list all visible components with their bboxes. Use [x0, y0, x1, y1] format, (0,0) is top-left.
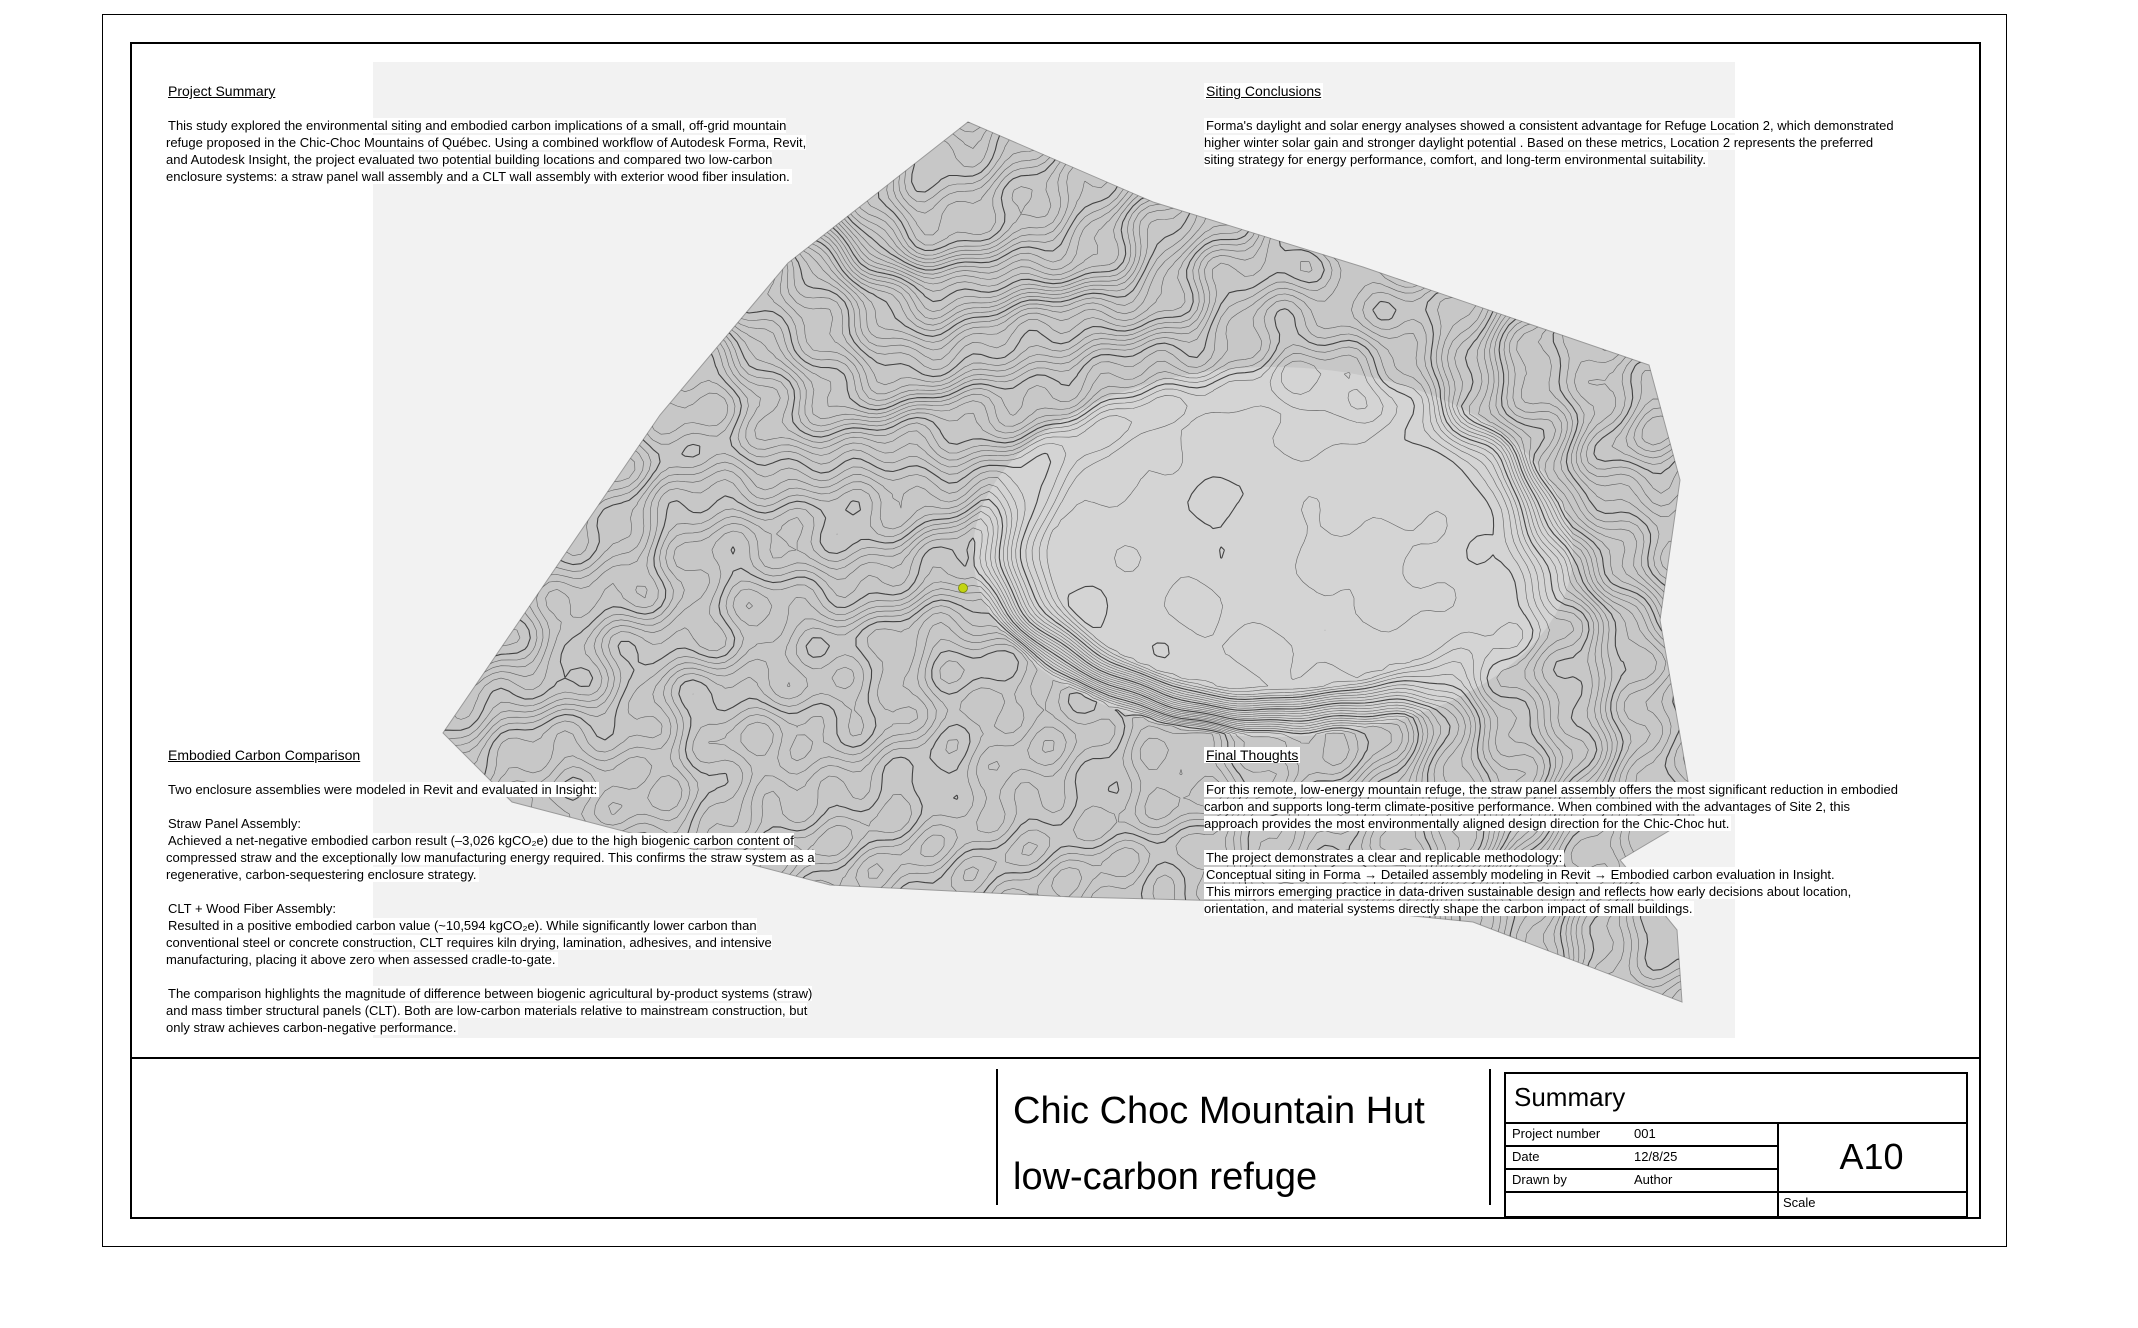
project-title-line1: Chic Choc Mountain Hut	[1013, 1090, 1425, 1132]
workflow-line: Conceptual siting in Forma → Detailed assembly modeling in Revit → Embodied carbon evaluation in Insight.	[1206, 867, 1835, 882]
siting-conclusions-heading: Siting Conclusions	[1206, 83, 1322, 99]
embodied-carbon-heading: Embodied Carbon Comparison	[168, 747, 361, 763]
sheet-number: A10	[1839, 1135, 1904, 1177]
methodology-line: The project demonstrates a clear and replicable methodology:	[1206, 850, 1563, 865]
titleblock-top-rule	[130, 1057, 1981, 1059]
field-value: 12/8/25	[1634, 1149, 1678, 1164]
final-thoughts-p1: For this remote, low-energy mountain refuge, the straw panel assembly offers the most significant reduction in embodied carbon and supports long-term climate-positive performance. When combined with the advantages of Site 2, this approach provides the most environmentally aligned design direction for the Chic-Choc hut.	[1204, 782, 1898, 831]
clt-title: CLT + Wood Fiber Assembly:	[168, 901, 336, 916]
project-summary-heading: Project Summary	[168, 83, 276, 99]
clt-body: Resulted in a positive embodied carbon value (~10,594 kgCO₂e). While significantly lower carbon than conventional steel or concrete construction, CLT requires kiln drying, lamination, adhesives, and intensive manufacturing, placing it above zero when assessed cradle-to-gate.	[166, 918, 772, 967]
embodied-carbon-summary: The comparison highlights the magnitude of difference between biogenic agricultural by-product systems (straw) and mass timber structural panels (CLT). Both are low-carbon materials relative to mainstream construction, but only straw achieves carbon-negative performance.	[166, 986, 813, 1035]
field-row-date	[1506, 1145, 1777, 1168]
site-marker	[959, 584, 968, 593]
project-summary-body: This study explored the environmental siting and embodied carbon implications of a small, off-grid mountain refuge proposed in the Chic-Choc Mountains of Québec. Using a combined workflow of Autodesk Forma, Revit, and Autodesk Insight, the project evaluated two potential building locations and compared two low-carbon enclosure systems: a straw panel wall assembly and a CLT wall assembly with exterior wood fiber insulation.	[166, 118, 807, 184]
embodied-carbon-block	[166, 747, 821, 1036]
project-summary-block	[166, 83, 821, 185]
titleblock-table	[1504, 1072, 1968, 1218]
field-row-drawn-by	[1506, 1168, 1777, 1191]
final-thoughts-block	[1204, 747, 1904, 917]
titleblock-divider-left	[996, 1069, 998, 1205]
sheet-name: Summary	[1514, 1082, 1626, 1112]
field-value: Author	[1634, 1172, 1673, 1187]
titleblock-divider-right	[1489, 1069, 1491, 1205]
siting-conclusions-body: Forma's daylight and solar energy analyses showed a consistent advantage for Refuge Location 2, which demonstrated higher winter solar gain and stronger daylight potential . Based on these metrics, Location 2 represents the preferred siting strategy for energy performance, comfort, and long-term environmental suitability.	[1204, 118, 1894, 167]
clt-paragraph	[166, 900, 821, 968]
straw-panel-title: Straw Panel Assembly:	[168, 816, 301, 831]
scale-label: Scale	[1783, 1195, 1816, 1210]
straw-panel-body: Achieved a net-negative embodied carbon result (–3,026 kgCO₂e) due to the high biogenic carbon content of compressed straw and the exceptionally low manufacturing energy required. This confirms the straw system as a regenerative, carbon-sequestering enclosure strategy.	[166, 833, 815, 882]
scale-cell	[1777, 1191, 1966, 1216]
siting-conclusions-block	[1204, 83, 1894, 168]
field-label: Date	[1512, 1149, 1540, 1164]
embodied-carbon-intro: Two enclosure assemblies were modeled in Revit and evaluated in Insight:	[168, 782, 598, 797]
final-thoughts-p2	[1204, 849, 1904, 917]
field-label: Project number	[1512, 1126, 1601, 1141]
practice-line: This mirrors emerging practice in data-driven sustainable design and reflects how early decisions about location, orientation, and material systems directly shape the carbon impact of small buildings.	[1204, 884, 1852, 916]
field-value: 001	[1634, 1126, 1656, 1141]
final-thoughts-heading: Final Thoughts	[1206, 747, 1299, 763]
project-title-line2: low-carbon refuge	[1013, 1156, 1318, 1198]
field-row-project-number	[1506, 1122, 1777, 1145]
straw-panel-paragraph	[166, 815, 821, 883]
field-label: Drawn by	[1512, 1172, 1567, 1187]
